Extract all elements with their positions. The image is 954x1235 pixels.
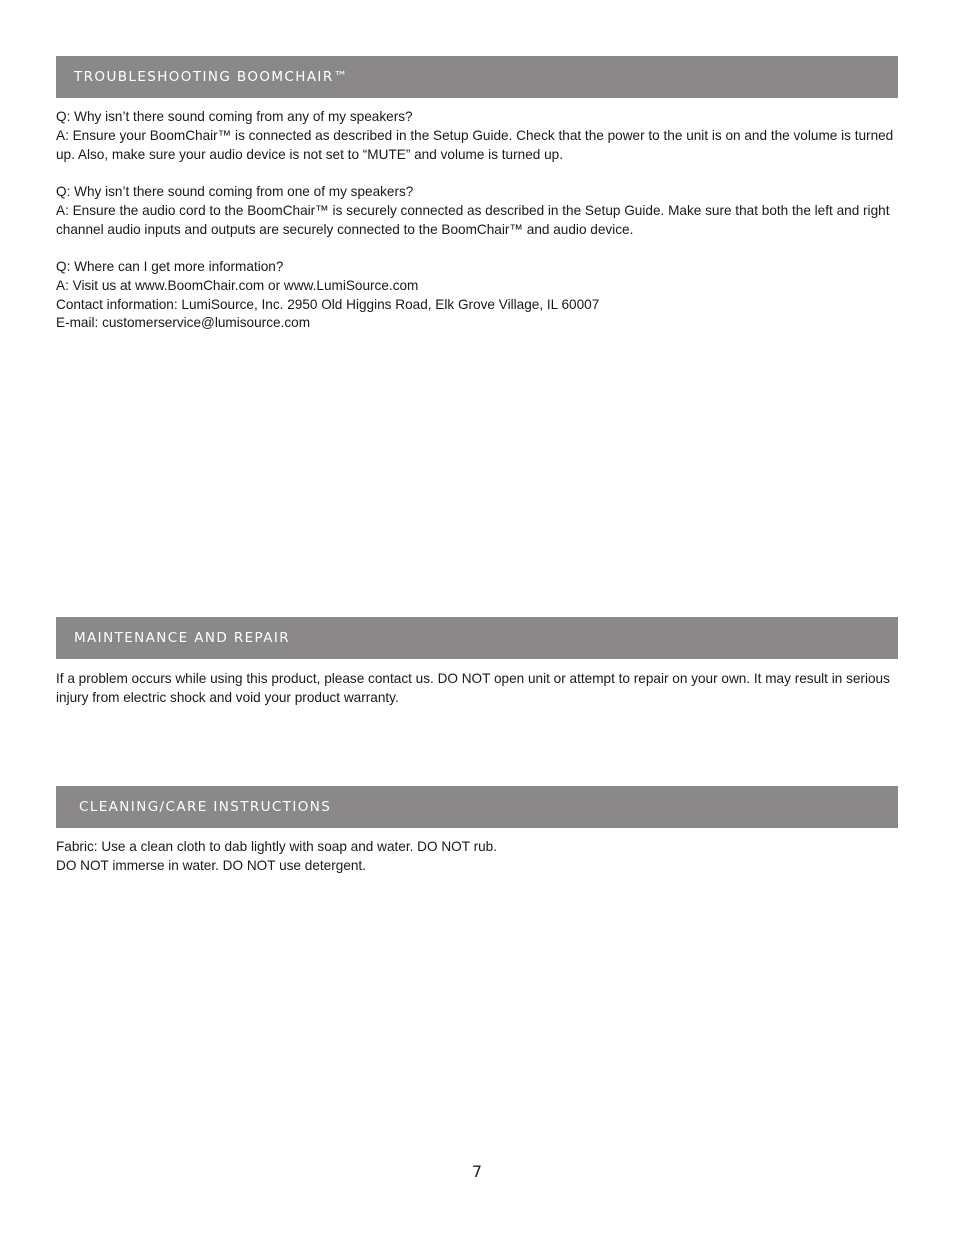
maintenance-text: If a problem occurs while using this product, please contact us. DO NOT open unit or attempt to repair on your own. It may result in serious injury from electric shock and void your product warranty. (56, 671, 890, 705)
page-number: 7 (471, 1162, 483, 1181)
faq-2-question: Q: Why isn’t there sound coming from one of my speakers? (56, 184, 414, 199)
maintenance-heading: MAINTENANCE AND REPAIR (74, 630, 291, 646)
maintenance-body (56, 670, 898, 708)
faq-1 (56, 108, 898, 164)
cleaning-header (56, 786, 898, 828)
maintenance-header (56, 617, 898, 659)
contact-info: Contact information: LumiSource, Inc. 2950 Old Higgins Road, Elk Grove Village, IL 60007 (56, 296, 600, 312)
faq-2-answer: A: Ensure the audio cord to the BoomChair™ is securely connected as described in the Setup Guide. Make sure that both the left and right channel audio inputs and outputs are securely connected to the BoomChair™ and audio device. (56, 202, 890, 237)
faq-3 (56, 258, 898, 333)
troubleshooting-heading: TROUBLESHOOTING BOOMCHAIR™ (74, 69, 349, 85)
contact-email: E-mail: customerservice@lumisource.com (56, 315, 311, 331)
troubleshooting-header (56, 56, 898, 98)
faq-2 (56, 183, 898, 239)
faq-1-question: Q: Why isn’t there sound coming from any of my speakers? (56, 109, 413, 124)
faq-1-answer: A: Ensure your BoomChair™ is connected as described in the Setup Guide. Check that the power to the unit is on and the volume is turned up. Also, make sure your audio device is not set to “MUTE” and volume is turned up. (56, 127, 894, 162)
cleaning-line-2: DO NOT immerse in water. DO NOT use detergent. (56, 857, 366, 873)
cleaning-heading: CLEANING/CARE INSTRUCTIONS (79, 799, 332, 815)
cleaning-body (56, 838, 898, 876)
cleaning-line-1: Fabric: Use a clean cloth to dab lightly with soap and water. DO NOT rub. (56, 839, 497, 854)
faq-3-question: Q: Where can I get more information? (56, 259, 284, 274)
faq-3-answer: A: Visit us at www.BoomChair.com or www.LumiSource.com (56, 277, 419, 293)
